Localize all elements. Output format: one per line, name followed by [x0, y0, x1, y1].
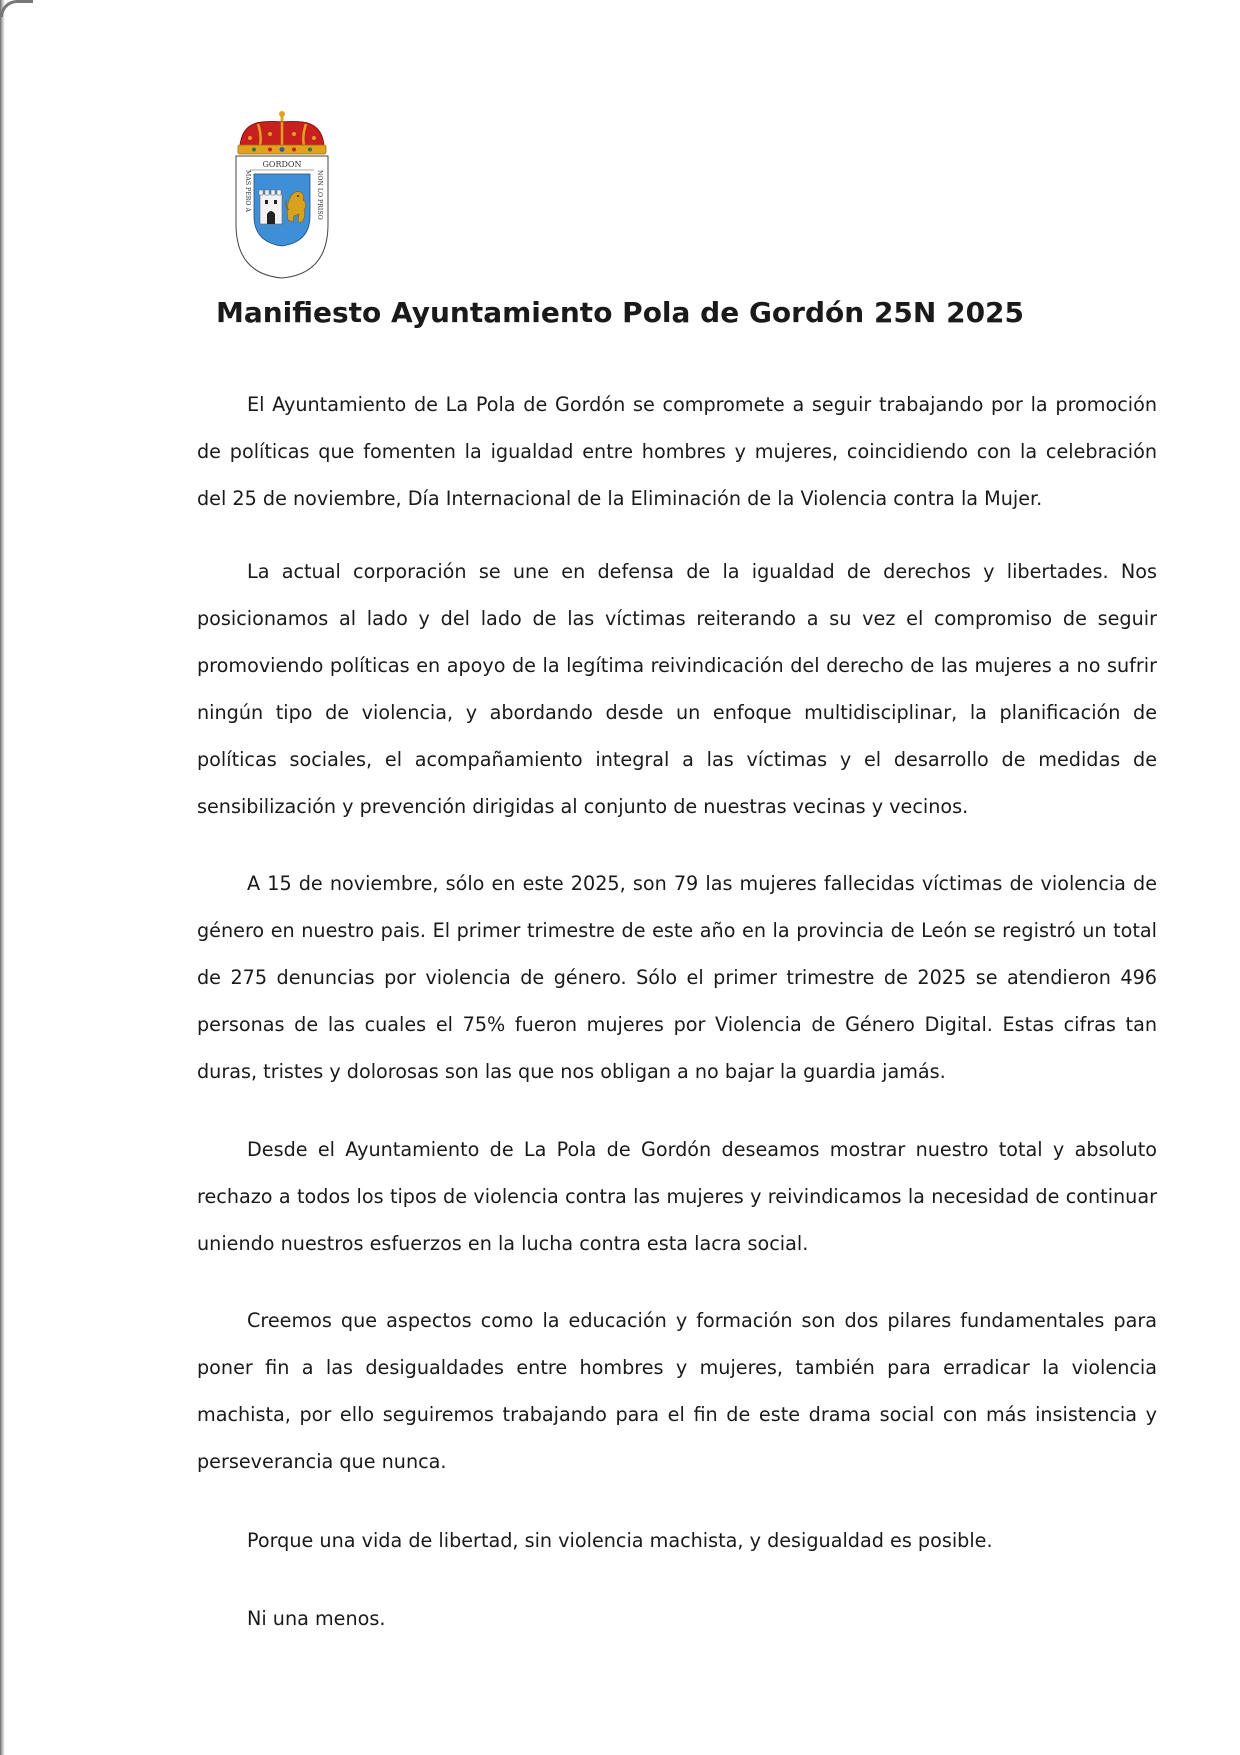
paragraph-slogan — [197, 1595, 1157, 1642]
paragraph-line: de 275 denuncias por violencia de género. Sólo el primer trimestre de 2025 se atendieron 496 — [197, 966, 1157, 989]
emblem-motto-top: GORDON — [262, 160, 302, 169]
castle-icon — [259, 190, 282, 224]
paragraph-rejection — [197, 1126, 1157, 1267]
paragraph-line: género en nuestro pais. El primer trimestre de este año en la provincia de León se registró un total — [197, 919, 1157, 942]
svg-text:NON LO PRISO — [316, 170, 323, 220]
svg-text:MAS PERO A — [244, 170, 251, 212]
paragraph-line: promoviendo políticas en apoyo de la legítima reivindicación del derecho de las mujeres a no sufrir — [197, 654, 1157, 677]
paragraph-statistics — [197, 860, 1157, 1095]
paragraph-line: Porque una vida de libertad, sin violencia machista, y desigualdad es posible. — [247, 1529, 993, 1552]
paragraph-closing — [197, 1517, 1157, 1564]
emblem-motto-left: MAS PERO A — [244, 170, 251, 212]
paragraph-line: Creemos que aspectos como la educación y formación son dos pilares fundamentales para — [247, 1309, 1157, 1332]
paragraph-corporation — [197, 548, 1157, 830]
paragraph-line: políticas sociales, el acompañamiento integral a las víctimas y el desarrollo de medidas de — [197, 748, 1157, 771]
paragraph-line: posicionamos al lado y del lado de las víctimas reiterando a su vez el compromiso de seguir — [197, 607, 1157, 630]
paragraph-line: machista, por ello seguiremos trabajando para el fin de este drama social con más insistencia y — [197, 1403, 1157, 1426]
crown-icon — [238, 111, 326, 154]
paragraph-line: duras, tristes y dolorosas son las que nos obligan a no bajar la guardia jamás. — [197, 1060, 946, 1083]
paragraph-line: sensibilización y prevención dirigidas al conjunto de nuestras vecinas y vecinos. — [197, 795, 969, 818]
paragraph-line: rechazo a todos los tipos de violencia contra las mujeres y reivindicamos la necesidad de continuar — [197, 1185, 1157, 1208]
paragraph-line: poner fin a las desigualdades entre hombres y mujeres, también para erradicar la violencia — [197, 1356, 1157, 1379]
paragraph-line: Desde el Ayuntamiento de La Pola de Gordón deseamos mostrar nuestro total y absoluto — [247, 1138, 1157, 1161]
paragraph-line: A 15 de noviembre, sólo en este 2025, son 79 las mujeres fallecidas víctimas de violencia de — [247, 872, 1157, 895]
paragraph-line: perseverancia que nunca. — [197, 1450, 447, 1473]
paragraph-line: Ni una menos. — [247, 1607, 386, 1630]
paragraph-line: La actual corporación se une en defensa de la igualdad de derechos y libertades. Nos — [247, 560, 1157, 583]
paragraph-line: de políticas que fomenten la igualdad entre hombres y mujeres, coincidiendo con la celebración — [197, 440, 1157, 463]
paragraph-commitment — [197, 381, 1157, 522]
paragraph-line: El Ayuntamiento de La Pola de Gordón se compromete a seguir trabajando por la promoción — [247, 393, 1157, 416]
municipal-coat-of-arms — [232, 110, 332, 280]
scan-edge-shadow — [0, 0, 5, 1755]
paragraph-line: ningún tipo de violencia, y abordando desde un enfoque multidisciplinar, la planificación de — [197, 701, 1157, 724]
paragraph-line: uniendo nuestros esfuerzos en la lucha contra esta lacra social. — [197, 1232, 809, 1255]
paragraph-line: personas de las cuales el 75% fueron mujeres por Violencia de Género Digital. Estas cifras tan — [197, 1013, 1157, 1036]
document-title: Manifiesto Ayuntamiento Pola de Gordón 25N 2025 — [215, 296, 1025, 329]
paragraph-line: del 25 de noviembre, Día Internacional de la Eliminación de la Violencia contra la Mujer. — [197, 487, 1043, 510]
paragraph-education — [197, 1297, 1157, 1485]
emblem-motto-right: NON LO PRISO — [316, 170, 323, 220]
